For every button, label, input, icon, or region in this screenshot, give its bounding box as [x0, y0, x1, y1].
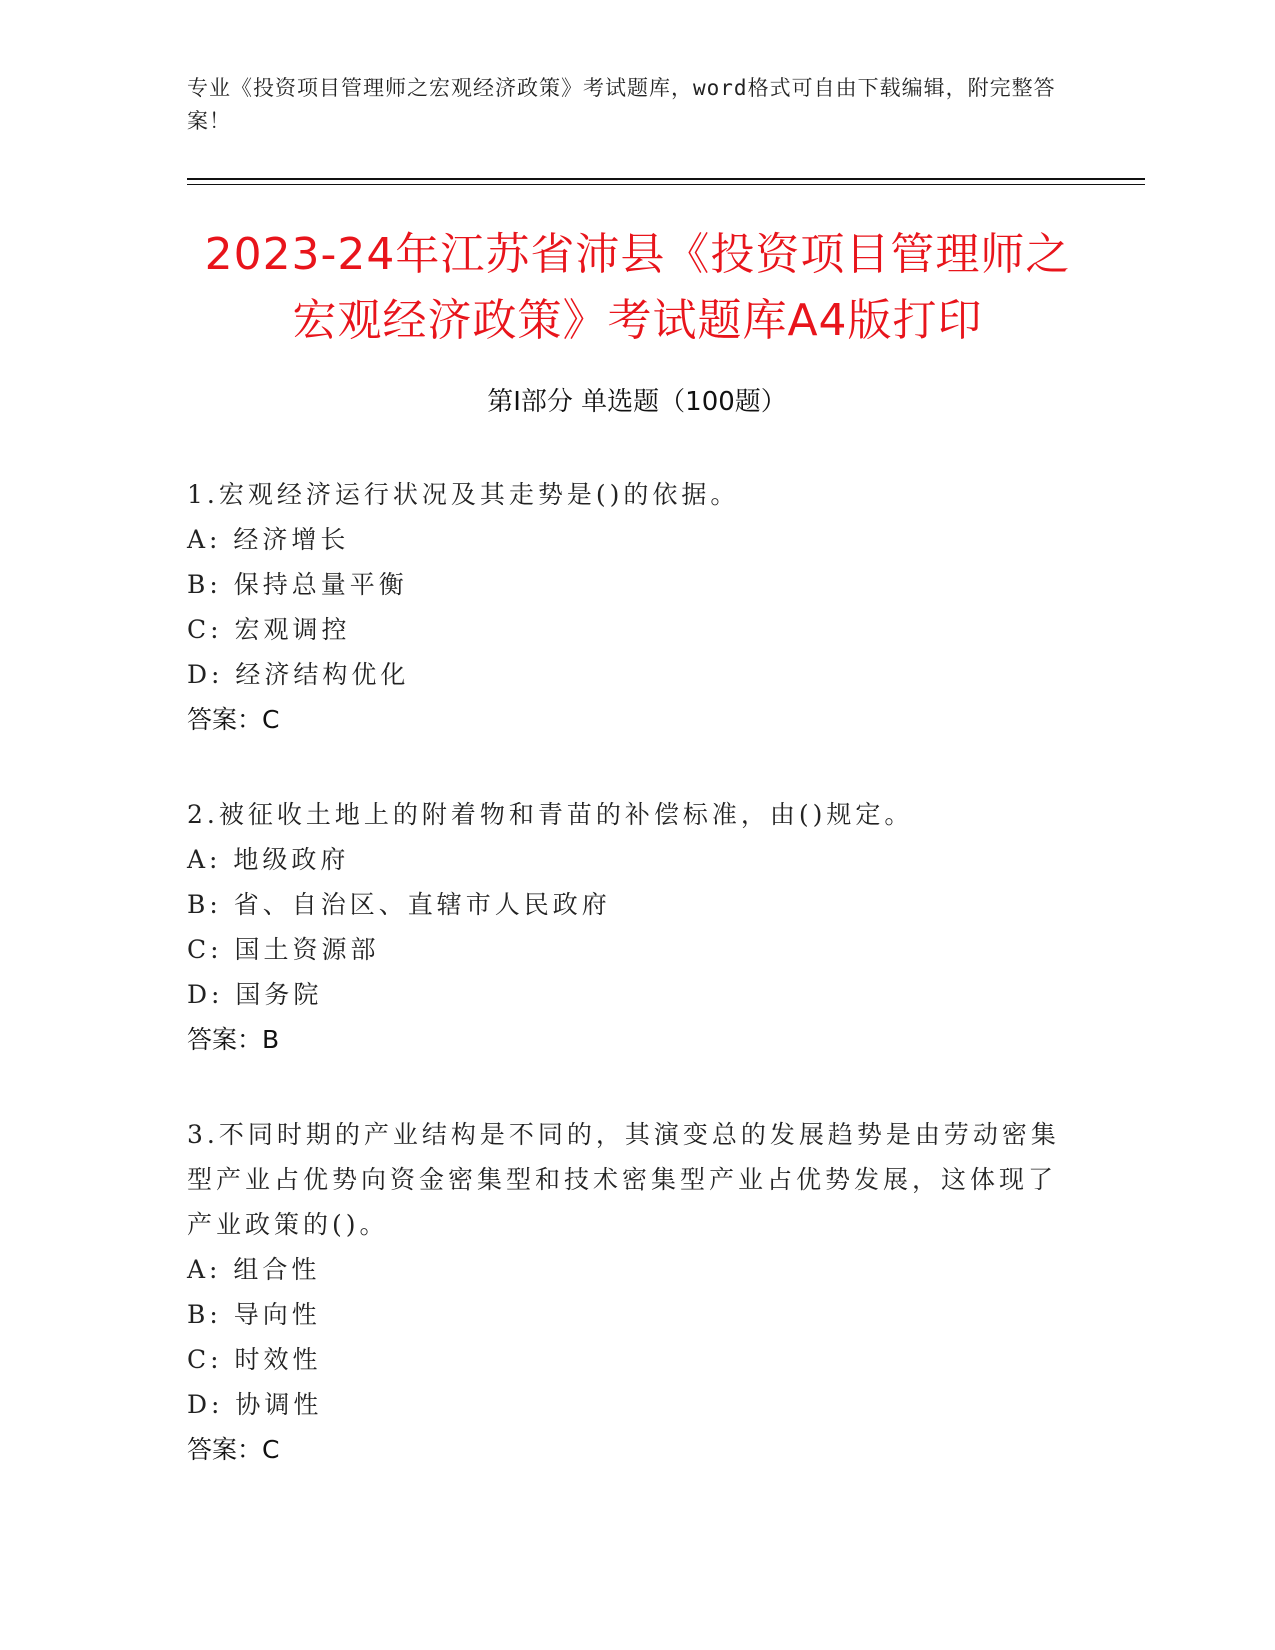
question-stem: 1.宏观经济运行状况及其走势是()的依据。 — [187, 480, 740, 509]
question-stem: 2.被征收土地上的附着物和青苗的补偿标准，由()规定。 — [187, 800, 914, 829]
option-d: D: 经济结构优化 — [187, 660, 410, 689]
document-title-line-1: 2023-24年江苏省沛县《投资项目管理师之 — [204, 229, 1071, 280]
question-stem: 3.不同时期的产业结构是不同的，其演变总的发展趋势是由劳动密集型产业占优势向资金密集型和技术密集型产业占优势发展，这体现了产业政策的()。 — [187, 1120, 1060, 1239]
option-b: B: 省、自治区、直辖市人民政府 — [187, 890, 611, 919]
answer: 答案：B — [187, 1025, 280, 1054]
answer: 答案：C — [187, 1435, 280, 1464]
document-title-line-2: 宏观经济政策》考试题库A4版打印 — [292, 295, 983, 346]
question-list — [187, 472, 1067, 1522]
header-divider-thin — [187, 184, 1145, 185]
question-1 — [187, 472, 1067, 742]
question-3 — [187, 1112, 1067, 1472]
header-divider-thick — [187, 178, 1145, 180]
option-b: B: 保持总量平衡 — [187, 570, 408, 599]
option-c: C: 宏观调控 — [187, 615, 351, 644]
answer: 答案：C — [187, 705, 280, 734]
option-d: D: 协调性 — [187, 1390, 323, 1419]
option-c: C: 国土资源部 — [187, 935, 380, 964]
option-a: A: 地级政府 — [187, 845, 350, 874]
option-a: A: 组合性 — [187, 1255, 321, 1284]
document-title — [150, 222, 1125, 354]
option-a: A: 经济增长 — [187, 525, 350, 554]
option-b: B: 导向性 — [187, 1300, 321, 1329]
question-2 — [187, 792, 1067, 1062]
option-c: C: 时效性 — [187, 1345, 322, 1374]
option-d: D: 国务院 — [187, 980, 323, 1009]
section-heading: 第I部分 单选题（100题） — [487, 387, 787, 417]
intro-text: 专业《投资项目管理师之宏观经济政策》考试题库，word格式可自由下载编辑，附完整答案！ — [187, 76, 1056, 133]
